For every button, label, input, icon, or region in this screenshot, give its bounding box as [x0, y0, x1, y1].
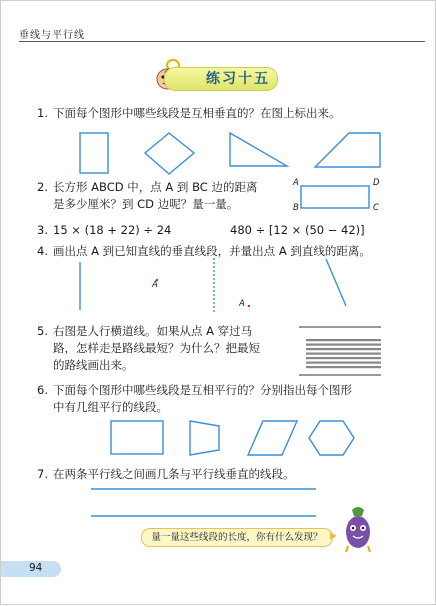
q1-rectangle	[80, 133, 108, 173]
label-c: C	[373, 203, 379, 213]
q1-diamond	[145, 133, 194, 174]
q1-right-trapezoid	[315, 133, 380, 167]
question-2: 2. 长方形 ABCD 中，点 A 到 BC 边的距离 是多少厘米？到 CD 边呢？量一量。	[37, 180, 258, 211]
header-title: 垂线与平行线	[19, 30, 85, 41]
question-4: 4. 画出点 A 到已知直线的垂直线段，并量出点 A 到直线的距离。	[37, 244, 371, 258]
speech-bubble: 量一量这些线段的长度，你有什么发现？	[141, 528, 333, 547]
speech-bubble-tail	[330, 532, 337, 540]
q5-crosswalk	[299, 327, 381, 375]
section-title: 练习十五	[206, 71, 270, 87]
q1-right-triangle	[230, 133, 287, 166]
q6-parallelogram	[248, 421, 297, 455]
page-number-tab	[1, 561, 61, 577]
question-5: 5. 右图是人行横道线。如果从点 A 穿过马 路，怎样走是路线最短？为什么？把最短 的路线画出来。	[37, 324, 260, 372]
question-7: 7. 在两条平行线之间画几条与平行线垂直的线段。	[37, 467, 295, 481]
question-3: 3. 15 × (18 + 22) ÷ 24	[37, 223, 172, 237]
q6-trapezoid	[190, 421, 219, 455]
q4-line-3	[326, 259, 346, 306]
label-b: B	[293, 203, 299, 213]
q2-rectangle-abcd	[301, 186, 369, 208]
q4-point-a-2	[248, 305, 250, 307]
label-a: A	[293, 178, 299, 188]
q6-rectangle	[111, 421, 163, 454]
q4-point-label-2: A	[239, 299, 245, 309]
label-d: D	[373, 178, 380, 188]
question-3-expression-2: 480 ÷ [12 × (50 − 42)]	[230, 223, 365, 237]
question-1: 1. 下面每个图形中哪些线段是互相垂直的？在图上标出来。	[37, 106, 341, 120]
question-6: 6. 下面每个图形中哪些线段是互相平行的？分别指出每个图形 中有几组平行的线段。	[37, 383, 352, 414]
eggplant-mascot-icon	[338, 504, 378, 554]
q6-hexagon	[309, 421, 354, 455]
q4-point-label-1: A	[152, 280, 158, 290]
page-number: 94	[29, 562, 43, 574]
